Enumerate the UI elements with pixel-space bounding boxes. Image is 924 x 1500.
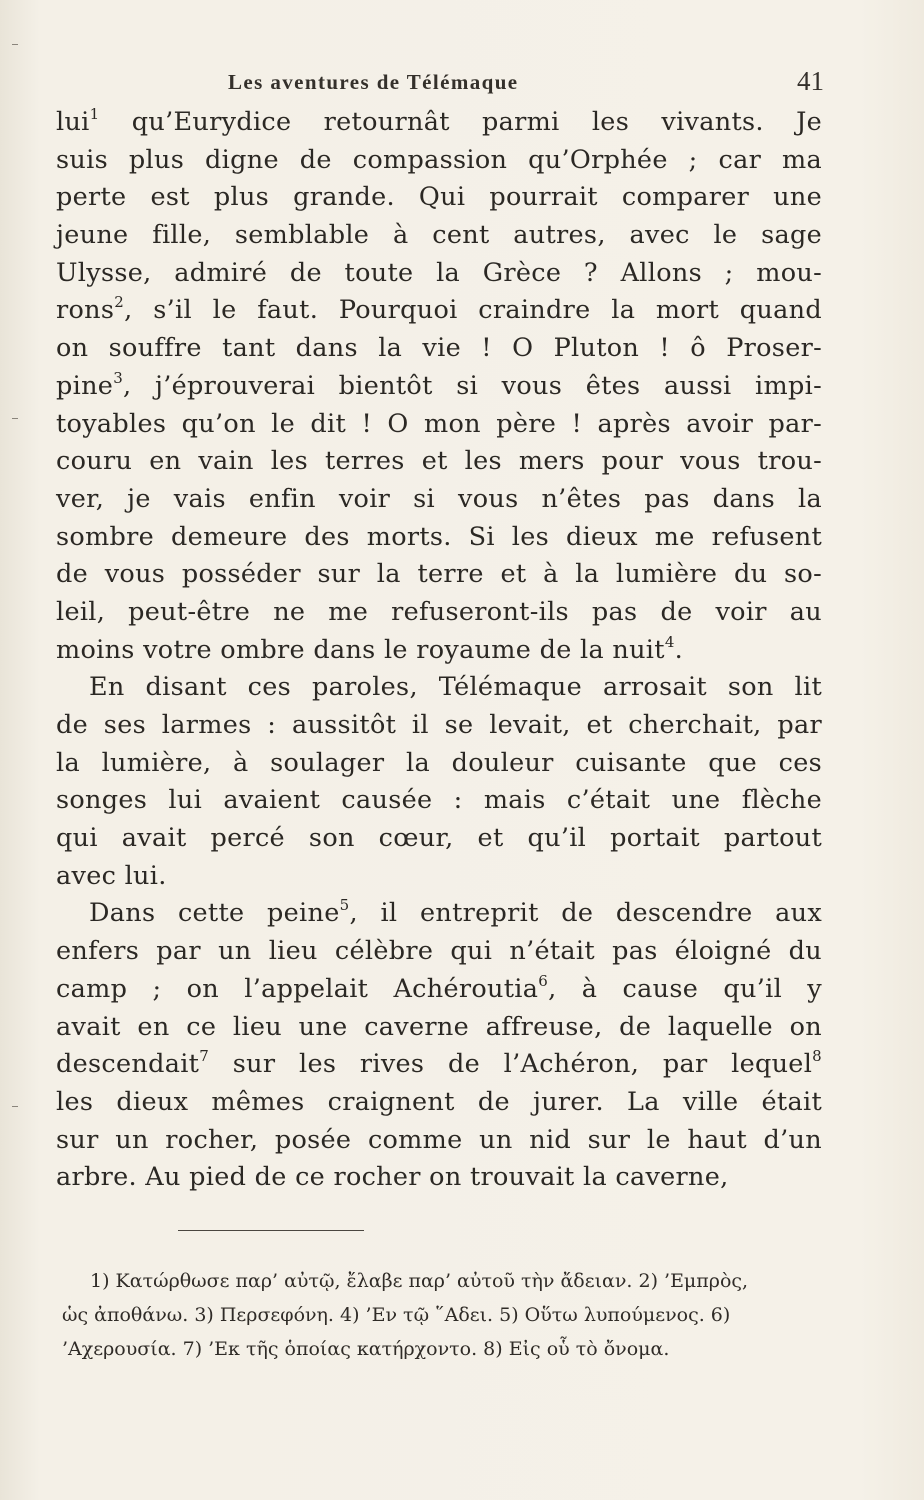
line-text: lui <box>56 107 90 137</box>
line-text: on souffre tant dans la vie ! O Pluton ! ô Proser- <box>56 333 822 364</box>
text-line <box>56 330 822 368</box>
footnote-marker: 2 <box>114 293 125 312</box>
text-line <box>56 933 822 971</box>
footnote-marker: 4 <box>664 632 675 651</box>
line-text: la lumière, à soulager la douleur cuisante que ces <box>56 747 822 778</box>
footnote-line: ’Αχερουσία. 7) ’Εκ τῆς ὁποίας κατήρχοντο. 8) Εἰς οὗ τὸ ὄνομα. <box>62 1338 670 1360</box>
text-line <box>56 142 822 180</box>
line-text: pine <box>56 370 114 401</box>
line-text: qu’Eurydice retournât parmi les vivants. Je <box>99 107 822 137</box>
footnote-marker: 7 <box>199 1047 210 1066</box>
footnote-marker: 6 <box>538 971 549 990</box>
line-text: songes lui avaient causée : mais c’était une flèche <box>56 785 822 816</box>
text-line <box>56 481 822 519</box>
line-text: les dieux mêmes craignent de jurer. La ville était <box>56 1086 822 1117</box>
line-text: de vous posséder sur la terre et à la lumière du so- <box>56 559 822 590</box>
line-text: . <box>674 634 684 665</box>
footnote-marker: 8 <box>812 1047 822 1066</box>
footnote-marker: 5 <box>339 896 350 915</box>
line-text: , s’il le faut. Pourquoi craindre la mort quand <box>124 295 822 326</box>
text-line <box>56 895 822 933</box>
main-text <box>56 104 822 1197</box>
line-text: Ulysse, admiré de toute la Grèce ? Allons ; mou- <box>56 257 822 288</box>
text-line <box>56 782 822 820</box>
line-text: arbre. Au pied de ce rocher on trouvait la caverne, <box>56 1162 729 1193</box>
text-line <box>56 292 822 330</box>
text-line <box>56 1046 822 1084</box>
line-text: sur les rives de l’Achéron, par lequel <box>209 1049 813 1080</box>
running-title: Les aventures de Télémaque <box>228 70 519 94</box>
text-line <box>56 255 822 293</box>
line-text: toyables qu’on le dit ! O mon père ! après avoir par- <box>56 408 822 439</box>
line-text: qui avait percé son cœur, et qu’il portait partout <box>56 823 822 854</box>
text-line <box>56 104 822 142</box>
line-text: sombre demeure des morts. Si les dieux me refusent <box>56 521 822 552</box>
line-text: avec lui. <box>56 860 167 891</box>
text-line <box>56 820 822 858</box>
line-text: , j’éprouverai bientôt si vous êtes aussi impi- <box>123 370 822 401</box>
footnotes <box>62 1264 822 1366</box>
text-line <box>56 745 822 783</box>
text-line <box>56 1159 822 1197</box>
margin-mark <box>12 1106 18 1107</box>
text-line <box>56 406 822 444</box>
line-text: leil, peut-être ne me refuseront-ils pas de voir au <box>56 596 822 627</box>
text-line <box>56 368 822 406</box>
line-text: En disant ces paroles, Télémaque arrosait son lit <box>89 672 822 703</box>
line-text: descendait <box>56 1049 200 1080</box>
text-line <box>56 632 822 670</box>
line-text: perte est plus grande. Qui pourrait comparer une <box>56 182 822 213</box>
footnote-line: 1) Κατώρθωσε παρ’ αὐτῷ, ἔλαβε παρ’ αὐτοῦ τὴν ἄδειαν. 2) ’Εμπρὸς, <box>90 1270 749 1292</box>
text-line <box>56 556 822 594</box>
footnote-line: ὡς ἀποθάνω. 3) Περσεφόνη. 4) ’Εν τῷ ῞Αδει. 5) Οὕτω λυπούμενος. 6) <box>62 1304 731 1326</box>
line-text: rons <box>56 295 115 326</box>
line-text: jeune fille, semblable à cent autres, avec le sage <box>56 220 822 251</box>
footnote-marker: 3 <box>113 368 124 387</box>
text-line <box>56 707 822 745</box>
margin-mark <box>12 418 18 419</box>
text-line <box>56 594 822 632</box>
line-text: ver, je vais enfin voir si vous n’êtes pas dans la <box>56 483 822 514</box>
text-line <box>56 179 822 217</box>
page-number: 41 <box>797 66 824 96</box>
line-text: , il entreprit de descendre aux <box>349 898 822 929</box>
line-text: suis plus digne de compassion qu’Orphée ; car ma <box>56 144 822 175</box>
footnote-marker: 1 <box>89 105 100 123</box>
line-text: moins votre ombre dans le royaume de la nuit <box>56 634 665 665</box>
line-text: Dans cette peine <box>89 898 340 929</box>
text-line <box>56 1122 822 1160</box>
text-line <box>56 217 822 255</box>
line-text: sur un rocher, posée comme un nid sur le haut d’un <box>56 1124 822 1155</box>
margin-mark <box>12 44 18 45</box>
line-text: camp ; on l’appelait Achéroutia <box>56 973 539 1004</box>
page-header <box>228 68 828 100</box>
text-line <box>56 1009 822 1047</box>
text-line <box>56 669 822 707</box>
text-line <box>56 519 822 557</box>
line-text: couru en vain les terres et les mers pour vous trou- <box>56 446 822 477</box>
text-line <box>56 971 822 1009</box>
line-text: , à cause qu’il y <box>548 973 822 1004</box>
line-text: enfers par un lieu célèbre qui n’était pas éloigné du <box>56 936 822 967</box>
line-text: de ses larmes : aussitôt il se levait, et cherchait, par <box>56 710 822 740</box>
text-line <box>56 858 822 896</box>
text-line <box>56 1084 822 1122</box>
text-line <box>56 443 822 481</box>
footnote-rule <box>178 1230 364 1231</box>
line-text: avait en ce lieu une caverne affreuse, de laquelle on <box>56 1011 822 1042</box>
